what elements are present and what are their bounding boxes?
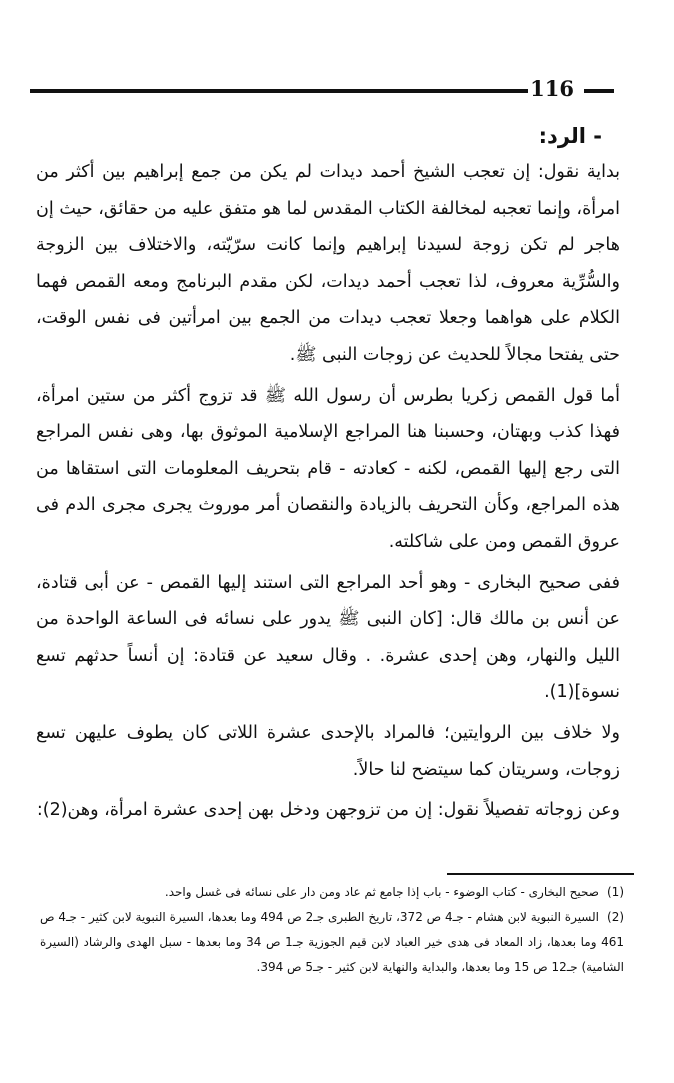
- header-rule: [30, 89, 528, 93]
- footnote-number: (2): [607, 910, 625, 924]
- header-rule-short: [584, 89, 614, 93]
- paragraph: أما قول القمص زكريا بطرس أن رسول الله ﷺ قد تزوج أكثر من ستين امرأة، فهذا كذب وبهتان، وحسبنا هنا المراجع الإسلامية الموثوق بها، وهى نفس المراجع التى رجع إليها القمص، لكنه - كعادته - قام بتحريف المعلومات التى استقاها من هذه المراجع، وكأن التحريف بالزيادة والنقصان أمر موروث يجرى مجرى الدم فى عروق القمص ومن على شاكلته.: [36, 385, 620, 552]
- footnote-text: السيرة النبوية لابن هشام - جـ4 ص 372، تاريخ الطبرى جـ2 ص 494 وما بعدها، السيرة النبوية لابن كثير - جـ4 ص 461 وما بعدها، زاد المعاد فى هدى خير العباد لابن قيم الجوزية جـ1 ص 34 وما بعدها - سبل الهدى والرشاد (السيرة الشامية) جـ12 ص 15 وما بعدها، والبداية والنهاية لابن كثير - جـ5 ص 394.: [40, 910, 625, 974]
- page-number: 116: [530, 76, 574, 101]
- footnote: [40, 905, 624, 980]
- footnotes: [40, 880, 624, 980]
- footnote: [40, 880, 624, 905]
- paragraph: بداية نقول: إن تعجب الشيخ أحمد ديدات لم يكن من جمع إبراهيم بين أكثر من امرأة، وإنما تعجبه لمخالفة الكتاب المقدس لما هو متفق عليه من حقائق، حيث إن هاجر لم تكن زوجة لسيدنا إبراهيم وإنما كانت سرّيّته، والاختلاف بين الزوجة والسُّرِّية معروف، لذا تعجب أحمد ديدات، لكن مقدم البرنامج ومعه القمص فهما الكلام على هواهما وجعلا تعجب ديدات من الجمع بين امرأتين فى نفس الوقت، حتى يفتحا مجالاً للحديث عن زوجات النبى ﷺ.: [36, 162, 620, 365]
- paragraph: وعن زوجاته تفصيلاً نقول: إن من تزوجهن ودخل بهن إحدى عشرة امرأة، وهن(2):: [36, 800, 620, 821]
- footnote-divider: [447, 873, 634, 875]
- footnote-number: (1): [606, 885, 624, 899]
- paragraph: ففى صحيح البخارى - وهو أحد المراجع التى استند إليها القمص - عن أبى قتادة، عن أنس بن مالك قال: [كان النبى ﷺ يدور على نسائه فى الساعة الواحدة من الليل والنهار، وهن إحدى عشرة. . وقال سعيد عن قتادة: إن أنساً حدثهم تسع نسوة](1).: [36, 572, 620, 703]
- page-header: [30, 74, 614, 104]
- main-text: [36, 118, 620, 829]
- footnote-text: صحيح البخارى - كتاب الوضوء - باب إذا جامع ثم عاد ومن دار على نسائه فى غسل واحد.: [164, 885, 599, 899]
- section-heading: - الرد:: [538, 124, 602, 148]
- paragraph: ولا خلاف بين الروايتين؛ فالمراد بالإحدى عشرة اللاتى كان يطوف عليهن تسع زوجات، وسريتان كما سيتضح لنا حالاً.: [36, 722, 620, 780]
